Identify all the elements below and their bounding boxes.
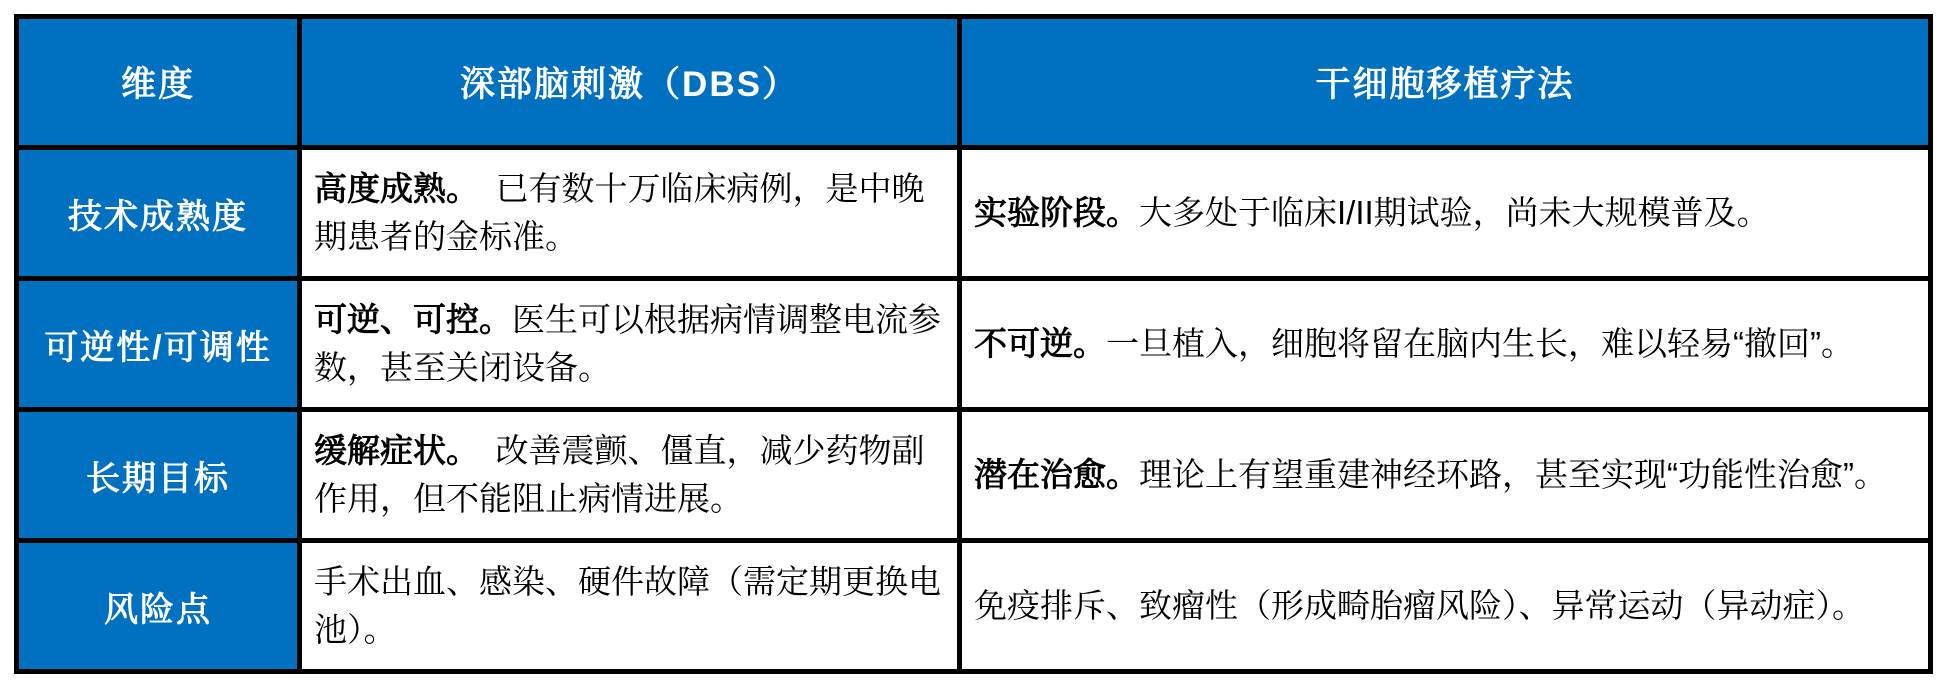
table-row-reversibility xyxy=(17,279,1931,410)
risks-dbs-text: 手术出血、感染、硬件故障（需定期更换电池）。 xyxy=(314,563,941,648)
table-row-risks xyxy=(17,541,1931,672)
reversibility-dbs-lead: 可逆、可控。 xyxy=(314,301,512,338)
header-row xyxy=(17,17,1931,148)
risks-stem-cell xyxy=(960,541,1931,672)
risks-dbs-cell xyxy=(300,541,960,672)
table-row-long-term-goal xyxy=(17,410,1931,541)
reversibility-dbs-text: 医生可以根据病情调整电流参数，甚至关闭设备。 xyxy=(314,301,941,386)
reversibility-stem-lead: 不可逆。 xyxy=(974,325,1106,362)
reversibility-stem-text: 一旦植入，细胞将留在脑内生长，难以轻易“撤回”。 xyxy=(1106,325,1854,362)
goal-stem-cell xyxy=(960,410,1931,541)
row-label-reversibility: 可逆性/可调性 xyxy=(17,279,300,410)
row-label-maturity: 技术成熟度 xyxy=(17,148,300,279)
header-dbs: 深部脑刺激（DBS） xyxy=(300,17,960,148)
comparison-table xyxy=(14,14,1933,674)
maturity-stem-cell xyxy=(960,148,1931,279)
goal-stem-text: 理论上有望重建神经环路，甚至实现“功能性治愈”。 xyxy=(1139,456,1887,493)
maturity-stem-lead: 实验阶段。 xyxy=(974,194,1139,231)
maturity-stem-text: 大多处于临床I/II期试验，尚未大规模普及。 xyxy=(1139,194,1770,231)
goal-dbs-text: 改善震颤、僵直，减少药物副作用，但不能阻止病情进展。 xyxy=(314,432,925,517)
maturity-dbs-text: 已有数十万临床病例，是中晚期患者的金标准。 xyxy=(314,170,925,255)
goal-stem-lead: 潜在治愈。 xyxy=(974,456,1139,493)
goal-dbs-lead: 缓解症状。 xyxy=(314,432,463,469)
row-label-long-term-goal: 长期目标 xyxy=(17,410,300,541)
row-label-risks: 风险点 xyxy=(17,541,300,672)
maturity-dbs-cell xyxy=(300,148,960,279)
goal-dbs-cell xyxy=(300,410,960,541)
maturity-dbs-lead: 高度成熟。 xyxy=(314,170,463,207)
header-stem-cell: 干细胞移植疗法 xyxy=(960,17,1931,148)
reversibility-dbs-cell xyxy=(300,279,960,410)
risks-stem-text: 免疫排斥、致瘤性（形成畸胎瘤风险）、异常运动（异动症）。 xyxy=(974,587,1865,624)
table-row-maturity xyxy=(17,148,1931,279)
header-dimension: 维度 xyxy=(17,17,300,148)
reversibility-stem-cell xyxy=(960,279,1931,410)
